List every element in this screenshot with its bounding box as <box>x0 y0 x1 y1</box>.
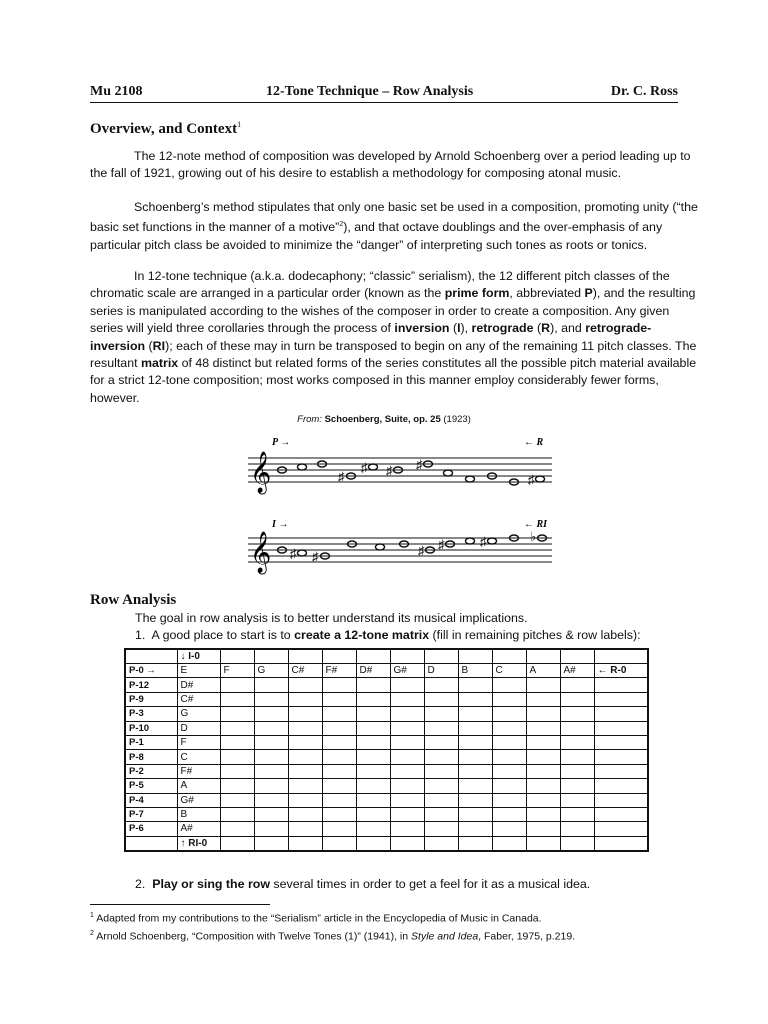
matrix-cell[interactable] <box>254 793 288 807</box>
matrix-pitch-cell: D <box>177 721 220 735</box>
label-p: P → <box>272 437 291 448</box>
matrix-cell[interactable] <box>492 822 526 836</box>
matrix-cell[interactable] <box>220 807 254 821</box>
matrix-cell[interactable] <box>288 764 322 778</box>
matrix-cell[interactable] <box>254 735 288 749</box>
label-ri0: ↑ RI-0 <box>177 836 220 851</box>
matrix-cell[interactable] <box>254 721 288 735</box>
label-i: I → <box>272 519 289 530</box>
matrix-cell[interactable] <box>220 779 254 793</box>
step-2: 2. Play or sing the row several times in order to get a feel for it as a musical idea. <box>135 877 591 891</box>
matrix-row <box>125 707 648 721</box>
matrix-cell[interactable] <box>322 692 356 706</box>
matrix-cell[interactable] <box>560 707 594 721</box>
matrix-cell[interactable] <box>356 793 390 807</box>
twelve-tone-matrix <box>124 648 649 852</box>
treble-clef-icon: 𝄞 <box>250 452 272 492</box>
matrix-cell[interactable] <box>288 793 322 807</box>
matrix-row <box>125 692 648 706</box>
instructor-name: Dr. C. Ross <box>610 84 678 99</box>
matrix-cell[interactable] <box>594 779 648 793</box>
matrix-cell[interactable] <box>560 836 594 851</box>
matrix-cell[interactable] <box>492 721 526 735</box>
row-label: P-4 <box>125 793 177 807</box>
svg-text:♯: ♯ <box>361 460 368 475</box>
matrix-cell[interactable] <box>220 692 254 706</box>
overview-paragraph-1: The 12-note method of composition was developed by Arnold Schoenberg over a period leading up to the fall of 1921, growing out of his desire to establish a methodology for composing atonal music. <box>90 149 691 181</box>
matrix-cell[interactable] <box>594 793 648 807</box>
matrix-cell[interactable] <box>254 779 288 793</box>
matrix-row <box>125 779 648 793</box>
matrix-cell[interactable] <box>492 649 526 664</box>
matrix-pitch-cell: C# <box>288 664 322 678</box>
matrix-row <box>125 649 648 664</box>
label-ri: ← RI <box>524 519 548 530</box>
matrix-cell[interactable] <box>322 836 356 851</box>
matrix-cell[interactable] <box>526 649 560 664</box>
matrix-cell[interactable] <box>594 750 648 764</box>
matrix-pitch-cell: G <box>177 707 220 721</box>
matrix-cell[interactable] <box>220 678 254 692</box>
matrix-cell[interactable] <box>322 822 356 836</box>
footnote-ref-1: 1 <box>237 120 242 129</box>
row-label: P-8 <box>125 750 177 764</box>
overview-paragraph-3: In 12-tone technique (a.k.a. dodecaphony; “classic” serialism), the 12 different pitch classes of the chromatic scale are arranged in a particular order (known as the prime form, abbreviated P), and the resulting series is manipulated according to the wishes of the composer in order to create a composition. Any given series will yield three corollaries through the process of inversion (I), retrograde (R), and retrograde-inversion (RI); each of these may in turn be transposed to begin on any of the remaining 11 pitch classes. The resultant matrix of 48 distinct but related forms of the series constitutes all the possible pitch material available for a strict 12-tone composition; most works composed in this manner employ considerably fewer forms, however. <box>90 269 697 405</box>
matrix-cell[interactable] <box>594 735 648 749</box>
matrix-cell[interactable] <box>356 807 390 821</box>
matrix-cell[interactable] <box>458 678 492 692</box>
matrix-cell[interactable] <box>254 822 288 836</box>
matrix-cell[interactable] <box>526 836 560 851</box>
matrix-pitch-cell: B <box>177 807 220 821</box>
matrix-pitch-cell: D# <box>356 664 390 678</box>
footnote-ref-2: 2 <box>339 221 344 229</box>
matrix-row <box>125 735 648 749</box>
matrix-cell[interactable] <box>254 678 288 692</box>
matrix-cell[interactable] <box>458 692 492 706</box>
row-label: P-2 <box>125 764 177 778</box>
matrix-pitch-cell: F <box>177 735 220 749</box>
matrix-cell[interactable] <box>390 750 424 764</box>
matrix-cell[interactable] <box>458 707 492 721</box>
step-1: 1. A good place to start is to create a 12-tone matrix (fill in remaining pitches & row labels): <box>135 628 641 642</box>
matrix-cell[interactable] <box>526 721 560 735</box>
treble-clef-icon: 𝄞 <box>250 532 272 572</box>
matrix-cell[interactable] <box>526 678 560 692</box>
matrix-cell[interactable] <box>594 807 648 821</box>
matrix-row <box>125 750 648 764</box>
matrix-row <box>125 822 648 836</box>
matrix-cell[interactable] <box>424 750 458 764</box>
matrix-cell[interactable] <box>424 836 458 851</box>
matrix-cell[interactable] <box>526 779 560 793</box>
matrix-cell[interactable] <box>526 707 560 721</box>
matrix-cell[interactable] <box>458 649 492 664</box>
svg-text:♭: ♭ <box>530 529 537 544</box>
svg-text:♯: ♯ <box>338 469 345 484</box>
matrix-cell[interactable] <box>220 735 254 749</box>
notes-prime <box>278 461 545 485</box>
matrix-cell[interactable] <box>254 807 288 821</box>
matrix-cell[interactable] <box>390 807 424 821</box>
music-example <box>0 430 768 590</box>
matrix-corner <box>125 649 177 664</box>
matrix-cell[interactable] <box>322 750 356 764</box>
matrix-cell[interactable] <box>424 779 458 793</box>
matrix-cell[interactable] <box>560 822 594 836</box>
matrix-cell[interactable] <box>458 764 492 778</box>
matrix-cell[interactable] <box>254 649 288 664</box>
matrix-cell[interactable] <box>254 836 288 851</box>
matrix-cell[interactable] <box>322 807 356 821</box>
matrix-corner <box>125 836 177 851</box>
matrix-pitch-cell: A# <box>177 822 220 836</box>
matrix-cell[interactable] <box>220 750 254 764</box>
svg-text:♯: ♯ <box>290 546 297 561</box>
matrix-cell[interactable] <box>492 735 526 749</box>
matrix-cell[interactable] <box>458 779 492 793</box>
matrix-cell[interactable] <box>288 779 322 793</box>
matrix-cell[interactable] <box>594 721 648 735</box>
matrix-row <box>125 678 648 692</box>
row-label: P-3 <box>125 707 177 721</box>
matrix-pitch-cell: G# <box>390 664 424 678</box>
matrix-cell[interactable] <box>458 807 492 821</box>
matrix-pitch-cell: A# <box>560 664 594 678</box>
matrix-cell[interactable] <box>220 822 254 836</box>
row-analysis-heading: Row Analysis <box>90 592 177 608</box>
matrix-cell[interactable] <box>288 750 322 764</box>
footnote-2: $^2$ Arnold Schoenberg, “Composition with Twelve Tones (1)” (1941), in Style and Idea, Faber, 1975, p.219. <box>90 930 576 943</box>
row-label-p0: P-0 → <box>125 664 177 678</box>
matrix-row <box>125 764 648 778</box>
matrix-cell[interactable] <box>288 735 322 749</box>
matrix-cell[interactable] <box>390 764 424 778</box>
matrix-cell[interactable] <box>594 692 648 706</box>
matrix-pitch-cell: C <box>177 750 220 764</box>
label-i0: ↓ I-0 <box>177 649 220 664</box>
matrix-cell[interactable] <box>322 707 356 721</box>
matrix-cell[interactable] <box>560 678 594 692</box>
overview-paragraph-2: Schoenberg’s method stipulates that only one basic set be used in a composition, promoting unity (“the basic set functions in the manner of a motive”$^2$), and that octave doublings and the over-emphasis of any particular pitch class be avoided to minimize the “danger” of interpreting such tones as roots or tonics. <box>90 200 698 252</box>
row-label: P-9 <box>125 692 177 706</box>
footnote-1: $^1$ Adapted from my contributions to the “Serialism” article in the Encyclopedia of Music in Canada. <box>90 912 542 925</box>
matrix-cell[interactable] <box>390 707 424 721</box>
matrix-pitch-cell: E <box>177 664 220 678</box>
matrix-cell[interactable] <box>356 750 390 764</box>
matrix-cell[interactable] <box>526 692 560 706</box>
matrix-cell[interactable] <box>526 822 560 836</box>
matrix-cell[interactable] <box>560 807 594 821</box>
matrix-cell[interactable] <box>458 750 492 764</box>
matrix-cell[interactable] <box>560 735 594 749</box>
matrix-cell[interactable] <box>322 735 356 749</box>
svg-text:♯: ♯ <box>528 472 535 487</box>
matrix-cell[interactable] <box>458 735 492 749</box>
matrix-cell[interactable] <box>220 836 254 851</box>
matrix-cell[interactable] <box>492 707 526 721</box>
matrix-cell[interactable] <box>322 721 356 735</box>
matrix-cell[interactable] <box>424 721 458 735</box>
matrix-cell[interactable] <box>288 649 322 664</box>
matrix-cell[interactable] <box>458 822 492 836</box>
matrix-cell[interactable] <box>220 793 254 807</box>
matrix-cell[interactable] <box>220 649 254 664</box>
matrix-pitch-cell: C <box>492 664 526 678</box>
matrix-cell[interactable] <box>356 678 390 692</box>
matrix-row <box>125 836 648 851</box>
matrix-cell[interactable] <box>458 836 492 851</box>
matrix-cell[interactable] <box>424 678 458 692</box>
matrix-cell[interactable] <box>492 779 526 793</box>
matrix-cell[interactable] <box>458 721 492 735</box>
matrix-row <box>125 793 648 807</box>
matrix-cell[interactable] <box>356 692 390 706</box>
svg-text:♯: ♯ <box>438 537 445 552</box>
svg-text:♯: ♯ <box>418 543 425 558</box>
svg-text:♯: ♯ <box>480 534 487 549</box>
matrix-cell[interactable] <box>560 750 594 764</box>
matrix-cell[interactable] <box>390 692 424 706</box>
matrix-pitch-cell: D <box>424 664 458 678</box>
svg-text:♯: ♯ <box>416 457 423 472</box>
matrix-cell[interactable] <box>560 779 594 793</box>
matrix-cell[interactable] <box>322 678 356 692</box>
matrix-cell[interactable] <box>322 764 356 778</box>
row-label: P-7 <box>125 807 177 821</box>
matrix-cell[interactable] <box>356 721 390 735</box>
matrix-cell[interactable] <box>526 750 560 764</box>
matrix-cell[interactable] <box>424 735 458 749</box>
matrix-cell[interactable] <box>458 793 492 807</box>
matrix-cell[interactable] <box>254 707 288 721</box>
matrix-cell[interactable] <box>424 692 458 706</box>
matrix-cell[interactable] <box>254 692 288 706</box>
matrix-cell[interactable] <box>322 779 356 793</box>
matrix-cell[interactable] <box>356 649 390 664</box>
staff-prime <box>248 458 552 482</box>
matrix-pitch-cell: G <box>254 664 288 678</box>
row-label: P-5 <box>125 779 177 793</box>
svg-text:♯: ♯ <box>312 549 319 564</box>
matrix-cell[interactable] <box>322 649 356 664</box>
matrix-cell[interactable] <box>254 750 288 764</box>
matrix-cell[interactable] <box>356 822 390 836</box>
matrix-cell[interactable] <box>560 793 594 807</box>
matrix-cell[interactable] <box>288 721 322 735</box>
matrix-cell[interactable] <box>492 692 526 706</box>
matrix-pitch-cell: B <box>458 664 492 678</box>
matrix-cell[interactable] <box>492 807 526 821</box>
matrix-cell[interactable] <box>424 764 458 778</box>
matrix-pitch-cell: F# <box>177 764 220 778</box>
matrix-cell[interactable] <box>356 735 390 749</box>
overview-heading: Overview, and Context$^1$ <box>90 120 242 137</box>
matrix-cell <box>594 836 648 851</box>
row-label: P-6 <box>125 822 177 836</box>
matrix-cell[interactable] <box>424 707 458 721</box>
matrix-cell[interactable] <box>390 735 424 749</box>
matrix-cell[interactable] <box>390 649 424 664</box>
matrix-cell[interactable] <box>492 750 526 764</box>
matrix-cell[interactable] <box>594 707 648 721</box>
matrix-cell[interactable] <box>220 721 254 735</box>
matrix-pitch-cell: C# <box>177 692 220 706</box>
row-label-r0: ← R-0 <box>594 664 648 678</box>
matrix-cell[interactable] <box>424 793 458 807</box>
matrix-cell[interactable] <box>390 793 424 807</box>
matrix-cell[interactable] <box>560 764 594 778</box>
matrix-cell[interactable] <box>356 764 390 778</box>
matrix-cell[interactable] <box>594 678 648 692</box>
matrix-cell[interactable] <box>424 822 458 836</box>
matrix-pitch-cell: A <box>526 664 560 678</box>
matrix-cell <box>594 649 648 664</box>
matrix-cell[interactable] <box>356 836 390 851</box>
matrix-cell[interactable] <box>492 678 526 692</box>
matrix-cell[interactable] <box>288 822 322 836</box>
matrix-row <box>125 807 648 821</box>
matrix-row <box>125 664 648 678</box>
matrix-cell[interactable] <box>390 779 424 793</box>
matrix-cell[interactable] <box>526 764 560 778</box>
matrix-row <box>125 721 648 735</box>
matrix-cell[interactable] <box>526 735 560 749</box>
row-label: P-1 <box>125 735 177 749</box>
matrix-cell[interactable] <box>492 793 526 807</box>
matrix-cell[interactable] <box>492 764 526 778</box>
footnote-divider <box>90 904 270 905</box>
matrix-cell[interactable] <box>390 721 424 735</box>
matrix-cell[interactable] <box>560 692 594 706</box>
matrix-cell[interactable] <box>356 779 390 793</box>
matrix-cell[interactable] <box>424 807 458 821</box>
matrix-cell[interactable] <box>560 649 594 664</box>
row-label: P-10 <box>125 721 177 735</box>
matrix-cell[interactable] <box>288 807 322 821</box>
matrix-cell[interactable] <box>390 822 424 836</box>
matrix-cell[interactable] <box>288 678 322 692</box>
matrix-cell[interactable] <box>526 793 560 807</box>
row-label: P-12 <box>125 678 177 692</box>
matrix-cell[interactable] <box>220 764 254 778</box>
matrix-cell[interactable] <box>424 649 458 664</box>
course-code: Mu 2108 <box>90 84 143 99</box>
svg-text:♯: ♯ <box>386 463 393 478</box>
matrix-cell[interactable] <box>390 678 424 692</box>
matrix-cell[interactable] <box>390 836 424 851</box>
matrix-cell[interactable] <box>254 764 288 778</box>
matrix-cell[interactable] <box>560 721 594 735</box>
matrix-pitch-cell: F <box>220 664 254 678</box>
matrix-cell[interactable] <box>322 793 356 807</box>
document-title: 12-Tone Technique – Row Analysis <box>266 84 474 99</box>
matrix-cell[interactable] <box>526 807 560 821</box>
row-analysis-intro: The goal in row analysis is to better understand its musical implications. <box>135 611 528 625</box>
page-header <box>90 84 678 103</box>
matrix-cell[interactable] <box>356 707 390 721</box>
label-r: ← R <box>524 437 544 448</box>
matrix-cell[interactable] <box>288 707 322 721</box>
matrix-cell[interactable] <box>594 822 648 836</box>
matrix-cell[interactable] <box>288 836 322 851</box>
matrix-cell[interactable] <box>288 692 322 706</box>
matrix-cell[interactable] <box>492 836 526 851</box>
example-caption: From: Schoenberg, Suite, op. 25 (1923) <box>297 414 471 425</box>
matrix-cell[interactable] <box>594 764 648 778</box>
matrix-pitch-cell: A <box>177 779 220 793</box>
matrix-pitch-cell: G# <box>177 793 220 807</box>
matrix-cell[interactable] <box>220 707 254 721</box>
matrix-pitch-cell: F# <box>322 664 356 678</box>
matrix-pitch-cell: D# <box>177 678 220 692</box>
